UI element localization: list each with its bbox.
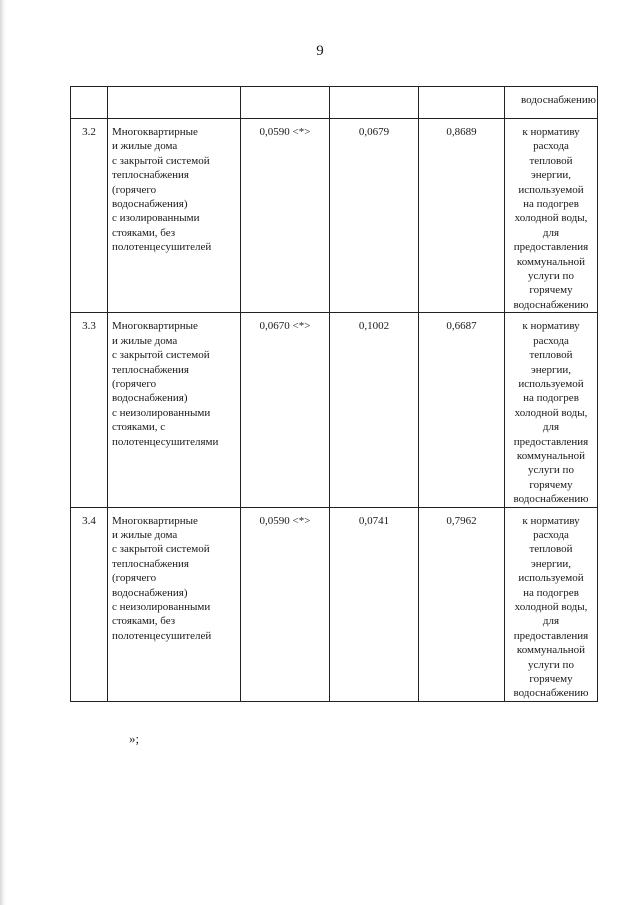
description-line: с закрытой системой [112, 349, 210, 362]
description-line: полотенцесушителей [112, 241, 212, 254]
note-line: коммунальной [516, 255, 586, 268]
note-line: водоснабжению [513, 687, 589, 700]
value-2: 0,0741 [330, 507, 419, 701]
description-line: полотенцесушителей [112, 629, 212, 642]
description-line: водоснабжения) [112, 198, 188, 211]
table-row-continued [71, 87, 598, 119]
note-line: используемой [518, 377, 584, 390]
description-line: водоснабжения) [112, 392, 188, 405]
row-number: 3.2 [71, 119, 108, 313]
cell-num [71, 87, 108, 119]
note-line: услуги по [528, 270, 574, 283]
cell-name [108, 87, 241, 119]
note-line: расхода [533, 334, 569, 347]
note-line: коммунальной [516, 644, 586, 657]
note-line: энергии, [530, 363, 572, 376]
description-line: Многоквартирные [112, 514, 198, 527]
row-note [505, 119, 598, 313]
note-line: на подогрев [523, 392, 579, 405]
description-line: стояками, с [112, 421, 166, 434]
note-line: услуги по [528, 658, 574, 671]
note-line: горячему [529, 284, 573, 297]
note-line: используемой [518, 183, 584, 196]
description-line: полотенцесушителями [112, 435, 219, 448]
note-line: используемой [518, 572, 584, 585]
note-line: предоставления [513, 241, 589, 254]
note-line: тепловой [529, 543, 573, 556]
description-line: Многоквартирные [112, 126, 198, 138]
page-number: 9 [316, 43, 324, 59]
value-3: 0,7962 [419, 507, 505, 701]
note-line: горячему [529, 478, 573, 491]
description-line: с неизолированными [112, 601, 211, 613]
value-3: 0,8689 [419, 119, 505, 313]
note-line: энергии, [530, 557, 572, 570]
scan-edge-shadow [0, 0, 6, 905]
note-line: водоснабжению [513, 298, 589, 311]
description-line: теплоснабжения [112, 169, 189, 182]
description-line: с закрытой системой [112, 543, 210, 556]
description-line: и жилые дома [112, 140, 178, 153]
building-type-description [108, 119, 241, 313]
building-type-description [108, 507, 241, 701]
table-row [71, 313, 598, 507]
description-line: с изолированными [112, 212, 200, 225]
note-line: для [542, 226, 560, 239]
description-line: и жилые дома [112, 334, 178, 347]
note-line: расхода [533, 528, 569, 541]
note-line: к нормативу [522, 320, 580, 333]
description-line: стояками, без [112, 615, 176, 628]
value-2: 0,1002 [330, 313, 419, 507]
note-line: к нормативу [522, 126, 580, 138]
note-line: тепловой [529, 349, 573, 362]
description-line: стояками, без [112, 226, 176, 239]
note-line: на подогрев [523, 198, 579, 211]
value-3: 0,6687 [419, 313, 505, 507]
description-line: (горячего [112, 183, 157, 196]
note-line: водоснабжению [513, 493, 589, 506]
note-line: тепловой [529, 154, 573, 167]
cell-note: водоснабжению [505, 87, 598, 119]
coefficient-table [70, 86, 598, 702]
note-line: холодной воды, [514, 406, 588, 419]
note-line: холодной воды, [514, 212, 588, 225]
note-line: к нормативу [522, 514, 580, 527]
description-line: теплоснабжения [112, 557, 189, 570]
row-note [505, 313, 598, 507]
table-row [71, 507, 598, 701]
note-line: расхода [533, 140, 569, 153]
note-line: коммунальной [516, 449, 586, 462]
note-line: холодной воды, [514, 601, 588, 613]
description-line: и жилые дома [112, 528, 178, 541]
value-1: 0,0590 <*> [241, 119, 330, 313]
description-line: (горячего [112, 572, 157, 585]
table-row [71, 119, 598, 313]
description-line: с закрытой системой [112, 154, 210, 167]
row-number: 3.3 [71, 313, 108, 507]
row-note [505, 507, 598, 701]
closing-quote-mark: »; [129, 731, 140, 746]
description-line: теплоснабжения [112, 363, 189, 376]
description-line: водоснабжения) [112, 586, 188, 599]
description-line: Многоквартирные [112, 320, 198, 333]
note-line: на подогрев [523, 586, 579, 599]
cell-v1 [241, 87, 330, 119]
description-line: (горячего [112, 377, 157, 390]
cell-v3 [419, 87, 505, 119]
value-1: 0,0670 <*> [241, 313, 330, 507]
cell-v2 [330, 87, 419, 119]
note-line: энергии, [530, 169, 572, 182]
note-line: предоставления [513, 629, 589, 642]
note-line: горячему [529, 673, 573, 686]
note-line: для [542, 421, 560, 434]
note-line: для [542, 615, 560, 628]
row-number: 3.4 [71, 507, 108, 701]
value-1: 0,0590 <*> [241, 507, 330, 701]
description-line: с неизолированными [112, 406, 211, 419]
note-line: предоставления [513, 435, 589, 448]
note-line: услуги по [528, 464, 574, 477]
value-2: 0,0679 [330, 119, 419, 313]
building-type-description [108, 313, 241, 507]
